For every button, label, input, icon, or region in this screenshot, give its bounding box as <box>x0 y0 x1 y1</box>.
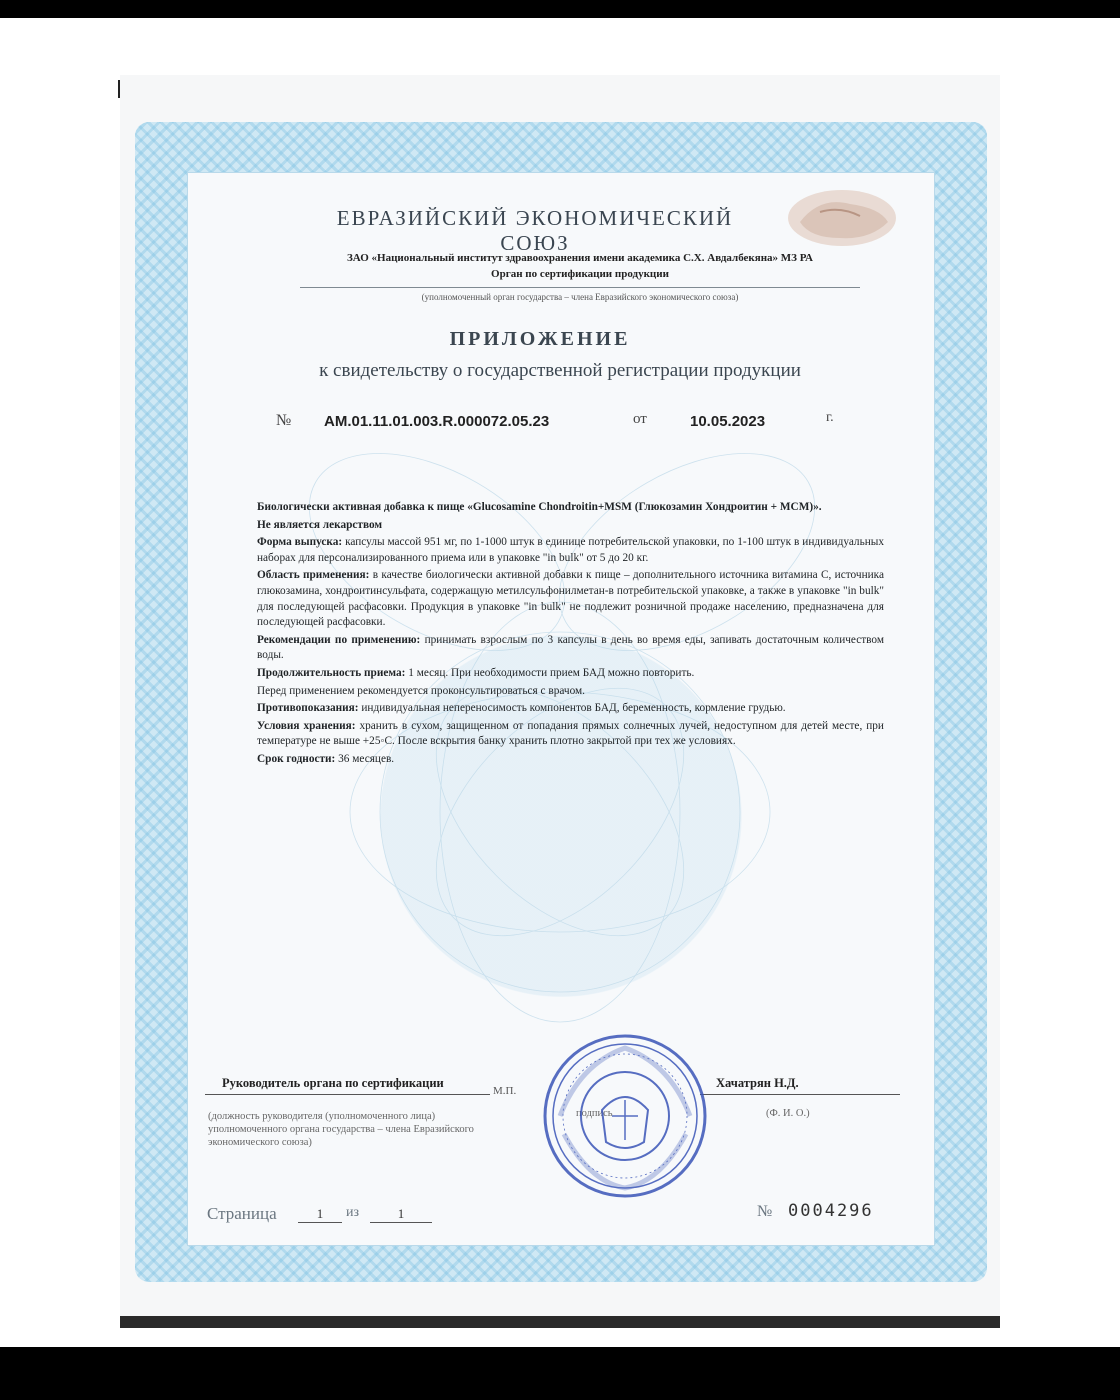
bottom-black-band <box>0 1347 1120 1400</box>
total-pages: 1 <box>370 1206 432 1223</box>
usage-text: принимать взрослым по 3 капсулы в день во время еды, запивать достаточным количеством воды. <box>257 633 885 662</box>
union-title: ЕВРАЗИЙСКИЙ ЭКОНОМИЧЕСКИЙ СОЮЗ <box>336 206 734 255</box>
signatory-role-line <box>205 1094 490 1095</box>
not-medicine-text: Не является лекарством <box>257 518 383 531</box>
top-black-band <box>0 0 1120 18</box>
product-description <box>257 500 884 770</box>
page-number: 1 <box>298 1206 342 1223</box>
full-name-caption: (Ф. И. О.) <box>766 1108 810 1119</box>
union-emblem-icon <box>780 182 900 252</box>
date-prefix: от <box>633 411 647 427</box>
page-label: Страница <box>207 1204 277 1223</box>
number-sign: № <box>276 412 292 429</box>
storage-text: хранить в сухом, защищенном от попадания прямых солнечных лучей, недоступном для детей месте, при температуре не выше +25◦С. После вскрытия банку хранить плотно закрытой при тех же условиях. <box>257 719 884 748</box>
application-area-label: Область применения: <box>257 569 370 582</box>
contraindications <box>257 701 884 717</box>
registration-date: 10.05.2023 <box>690 413 766 430</box>
consultation-note <box>257 684 884 700</box>
signatory-role: Руководитель органа по сертификации <box>222 1076 444 1090</box>
consultation-text: Перед применением рекомендуется проконсультироваться с врачом. <box>257 684 585 697</box>
not-medicine-line <box>257 518 884 534</box>
page-of-label: из <box>346 1205 360 1220</box>
shelf-life-text: 36 месяцев. <box>335 752 395 765</box>
release-form <box>257 535 884 566</box>
product-title: Биологически активная добавка к пище «Glucosamine Chondroitin+MSM (Глюкозамин Хондроитин + МСМ)». <box>257 501 822 513</box>
usage-label: Рекомендации по применению: <box>257 633 421 646</box>
usage-recommendations <box>257 633 884 664</box>
contraindications-label: Противопоказания: <box>257 702 359 715</box>
duration-label: Продолжительность приема: <box>257 666 406 679</box>
issuing-organization: ЗАО «Национальный институт здравоохранения имени академика С.Х. Авдалбекяна» МЗ РА <box>347 252 813 264</box>
product-name <box>257 500 884 516</box>
official-seal-icon <box>540 1024 710 1204</box>
form-serial-number: 0004296 <box>788 1201 874 1221</box>
application-area <box>257 568 884 630</box>
registration-number: AM.01.11.01.003.R.000072.05.23 <box>324 413 550 430</box>
shelf-life <box>257 752 884 768</box>
storage-conditions <box>257 719 884 750</box>
document-heading: ПРИЛОЖЕНИЕ <box>449 328 631 350</box>
year-suffix: г. <box>826 410 834 425</box>
release-form-text: капсулы массой 951 мг, по 1-1000 штук в единице потребительской упаковки, по 1-100 штук в индивидуальных наборах для персонализированного приема или в упаковке "in bulk" от 5 до 20 кг. <box>257 536 885 564</box>
storage-label: Условия хранения: <box>257 719 356 732</box>
page-bottom-edge <box>120 1316 1000 1328</box>
document-subheading: к свидетельству о государственной регистрации продукции <box>319 360 801 381</box>
signature-caption: подпись <box>576 1108 613 1119</box>
signatory-name: Хачатрян Н.Д. <box>716 1076 799 1090</box>
application-area-text: в качестве биологически активной добавки к пище – дополнительного источника витамина С, источника глюкозамина, хондроитинсульфата, содержащую метилсульфонилметан-в потребительской упаковке, а также в упаковке "in bulk" для последующей расфасовки. Продукция в упаковке "in bulk" не подлежит розничной продаже населению, предназначена для последующей расфасовки. <box>257 569 884 629</box>
divider <box>300 287 860 288</box>
shelf-life-label: Срок годности: <box>257 752 336 765</box>
duration-text: 1 месяц. При необходимости прием БАД можно повторить. <box>405 666 695 679</box>
release-form-label: Форма выпуска: <box>257 536 343 549</box>
signatory-name-line <box>700 1094 900 1095</box>
certification-body: Орган по сертификации продукции <box>491 268 669 280</box>
seal-place-label: М.П. <box>493 1085 517 1097</box>
role-caption: (должность руководителя (уполномоченного лица) уполномоченного органа государства – члена Евразийского экономического союза) <box>208 1111 474 1148</box>
contraindications-text: индивидуальная непереносимость компонентов БАД, беременность, кормление грудью. <box>358 702 786 715</box>
serial-number-sign: № <box>757 1203 773 1220</box>
organization-note: (уполномоченный орган государства – члена Евразийского экономического союза) <box>421 292 739 302</box>
intake-duration <box>257 666 884 682</box>
